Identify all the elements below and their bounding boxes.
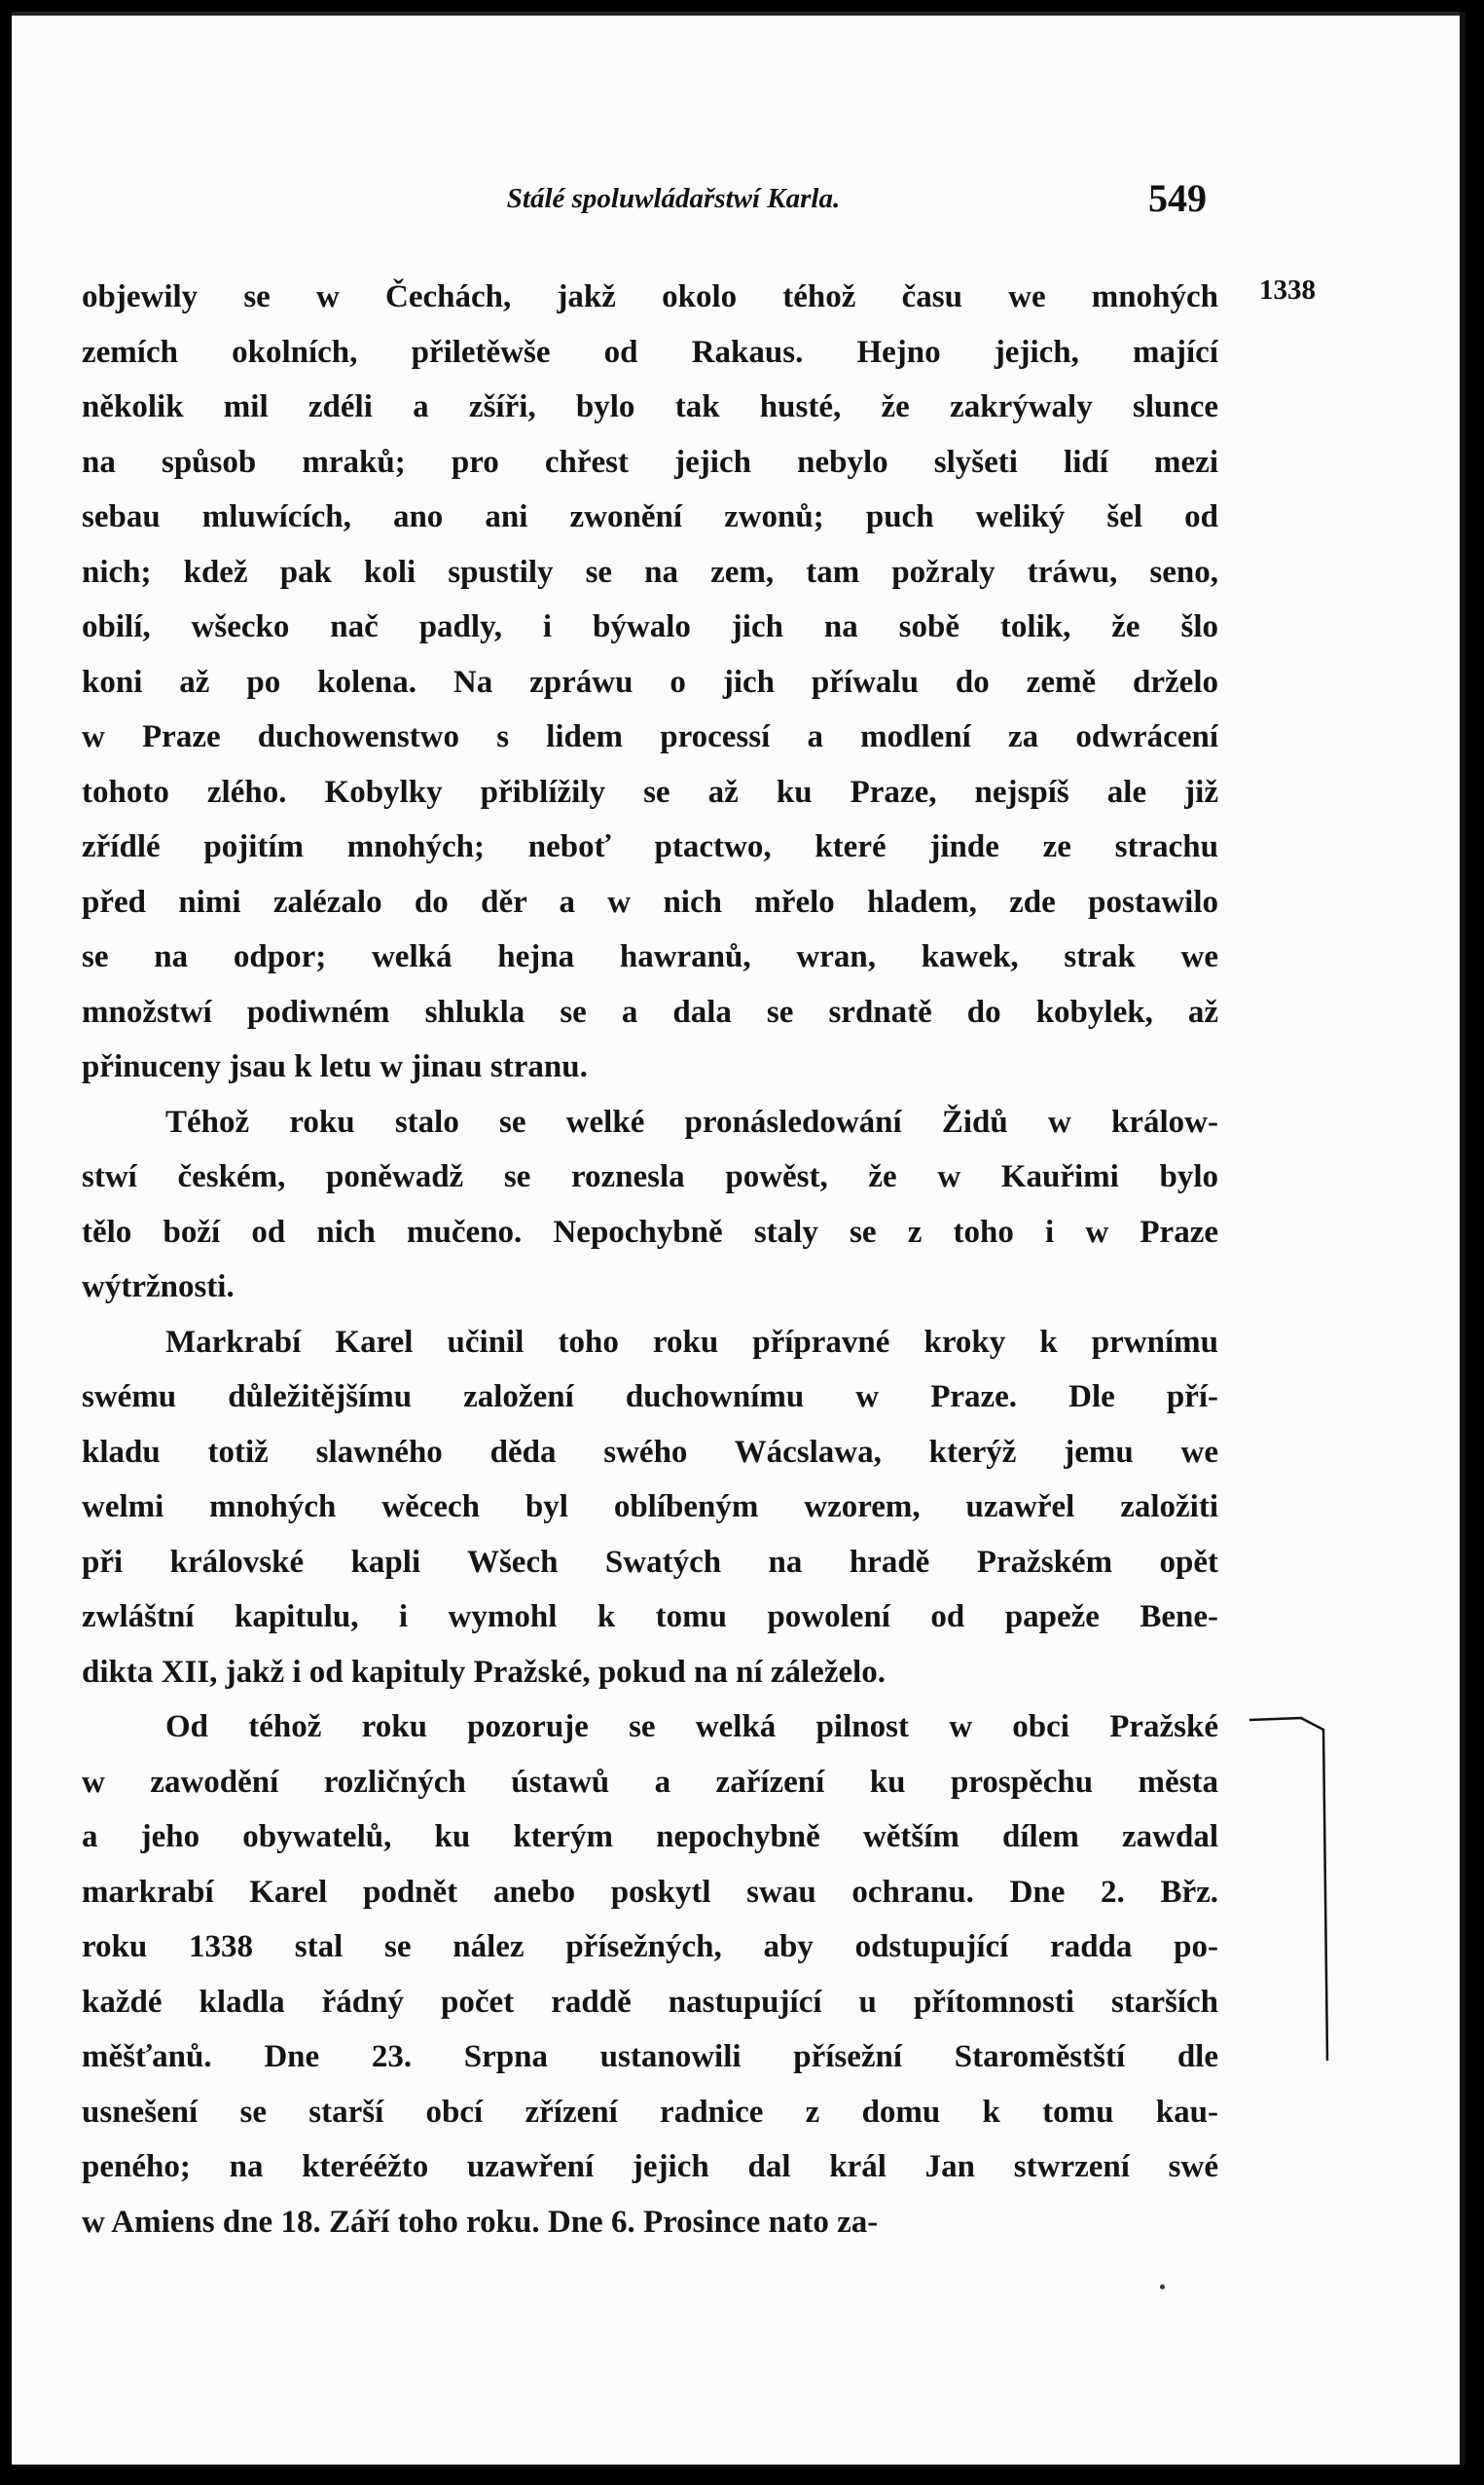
text-line: markrabí Karel podnět anebo poskytl swau ochranu. Dne 2. Břz. — [82, 1874, 1218, 1910]
page-header — [12, 175, 1460, 224]
text-line: swému důležitějšímu založení duchownímu w Praze. Dle pří- — [82, 1379, 1218, 1414]
text-line: a jeho obywatelů, ku kterým nepochybně wětším dílem zawdal — [82, 1819, 1218, 1854]
text-line: na spůsob mraků; pro chřest jejich nebylo slyšeti lidí mezi — [82, 444, 1218, 480]
text-line: Od téhož roku pozoruje se welká pilnost w obci Pražské — [165, 1709, 1218, 1744]
text-line: stwí českém, poněwadž se roznesla powěst, že w Kauřimi bylo — [82, 1159, 1218, 1194]
paragraph — [82, 1315, 1218, 1700]
text-line: wýtržnosti. — [82, 1269, 235, 1304]
text-line: dikta XII, jakž i od kapituly Pražské, pokud na ní záleželo. — [82, 1654, 887, 1690]
page-number: 549 — [1148, 176, 1207, 220]
text-line: přinuceny jsau k letu w jinau stranu. — [82, 1049, 588, 1084]
text-line: Téhož roku stalo se welké pronásledowání Židů w králow- — [165, 1104, 1218, 1140]
text-line: koni až po kolena. Na zpráwu o jich příwalu do země drželo — [82, 664, 1218, 700]
text-line: roku 1338 stal se nález přísežných, aby odstupující radda po- — [82, 1929, 1218, 1964]
ink-speck — [1160, 2284, 1165, 2289]
book-page — [12, 12, 1466, 2465]
text-line: množstwí podiwném shlukla se a dala se srdnatě do kobylek, až — [82, 994, 1218, 1030]
text-line: w zawodění rozličných ústawů a zařízení ku prospěchu města — [82, 1764, 1218, 1800]
text-line: Markrabí Karel učinil toho roku přípravné kroky k prwnímu — [165, 1324, 1218, 1360]
text-line: několik mil zdéli a zšíři, bylo tak husté, že zakrýwaly slunce — [82, 389, 1218, 424]
paragraph — [82, 1095, 1218, 1315]
text-line: měšťanů. Dne 23. Srpna ustanowili přísežní Staroměstští dle — [82, 2039, 1218, 2074]
body-text — [82, 270, 1218, 2249]
text-line: tělo boží od nich mučeno. Nepochybně staly se z toho i w Praze — [82, 1214, 1218, 1250]
text-line: nich; kdež pak koli spustily se na zem, tam požraly tráwu, seno, — [82, 554, 1218, 590]
margin-bracket-mark — [1248, 1700, 1364, 2070]
paragraph — [82, 1699, 1218, 2249]
margin-year-note: 1338 — [1259, 274, 1316, 306]
paragraph — [82, 270, 1218, 1095]
text-line: zwláštní kapitulu, i wymohl k tomu powolení od papeže Bene- — [82, 1599, 1218, 1634]
text-line: w Praze duchowenstwo s lidem processí a modlení za odwrácení — [82, 719, 1218, 754]
text-line: před nimi zalézalo do děr a w nich mřelo hladem, zde postawilo — [82, 884, 1218, 920]
text-line: sebau mluwících, ano ani zwonění zwonů; puch weliký šel od — [82, 499, 1218, 534]
text-line: tohoto zlého. Kobylky přiblížily se až ku Praze, nejspíš ale již — [82, 774, 1218, 810]
text-line: kladu totiž slawného děda swého Wácslawa, kterýž jemu we — [82, 1434, 1218, 1470]
text-line: peného; na kterééžto uzawření jejich dal král Jan stwrzení swé — [82, 2149, 1218, 2184]
text-line: welmi mnohých wěcech byl oblíbeným wzorem, uzawřel založiti — [82, 1489, 1218, 1524]
text-line: usnešení se starší obcí zřízení radnice z domu k tomu kau- — [82, 2094, 1218, 2130]
text-line: každé kladla řádný počet raddě nastupující u přítomnosti starších — [82, 1984, 1218, 2020]
text-line: zemích okolních, přiletěwše od Rakaus. Hejno jejich, mající — [82, 334, 1218, 370]
text-line: obilí, wšecko nač padly, i býwalo jich na sobě tolik, že šlo — [82, 609, 1218, 644]
text-line: při královské kapli Wšech Swatých na hradě Pražském opět — [82, 1544, 1218, 1580]
running-title: Stálé spoluwládařstwí Karla. — [506, 183, 841, 214]
text-line: objewily se w Čechách, jakž okolo téhož času we mnohých — [82, 279, 1218, 314]
text-line: se na odpor; welká hejna hawranů, wran, kawek, strak we — [82, 939, 1218, 974]
text-line: w Amiens dne 18. Září toho roku. Dne 6. Prosince nato za- — [82, 2204, 879, 2240]
text-line: zřídlé pojitím mnohých; neboť ptactwo, které jinde ze strachu — [82, 829, 1218, 864]
scan-edge — [12, 12, 1460, 16]
